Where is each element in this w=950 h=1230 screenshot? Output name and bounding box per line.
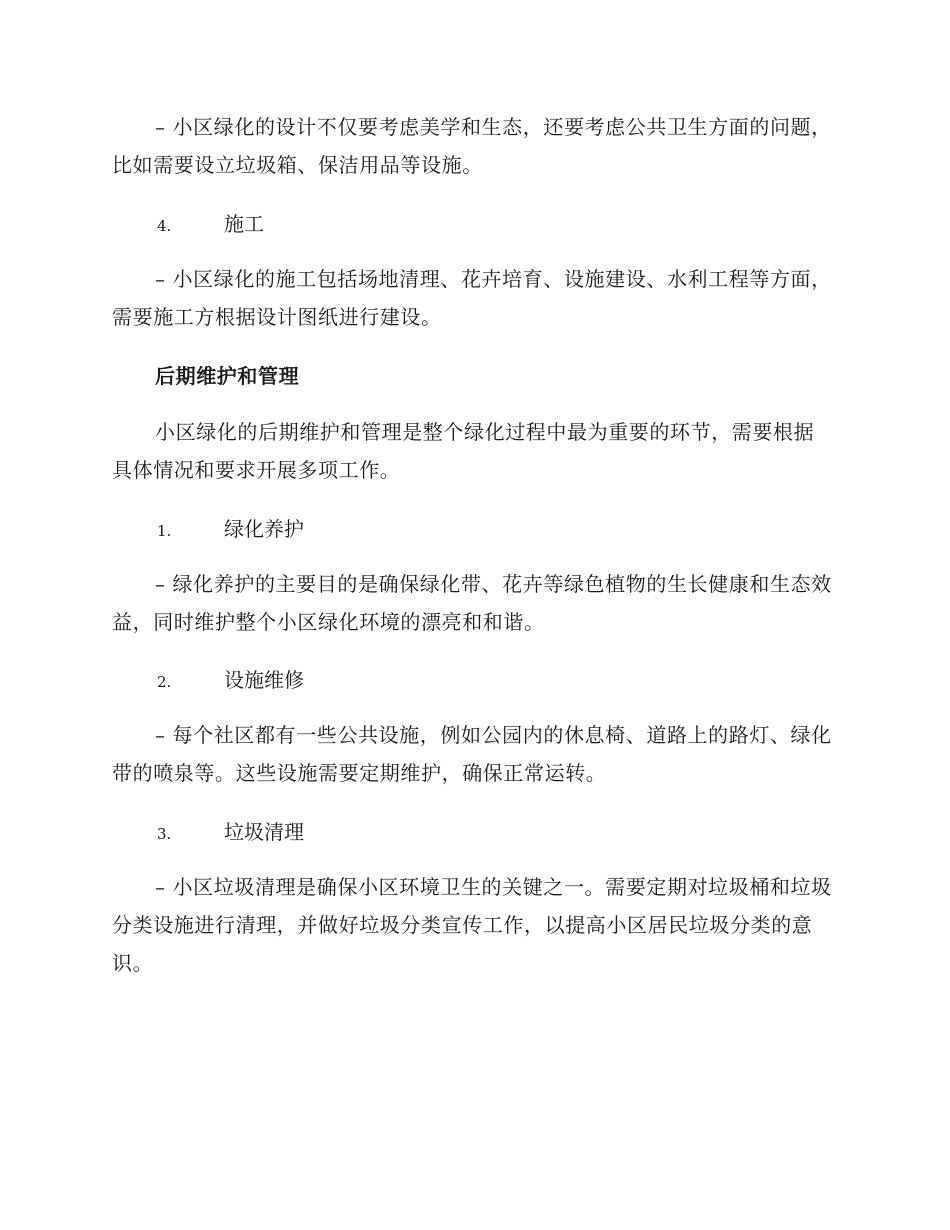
list-label: 绿化养护 [224, 517, 304, 541]
list-number: 4. [157, 217, 172, 235]
paragraph-greening: – 绿化养护的主要目的是确保绿化带、花卉等绿色植物的生长健康和生态效益，同时维护整个小区绿化环境的漂亮和和谐。 [112, 572, 832, 634]
list-number: 3. [157, 825, 172, 843]
list-number: 2. [157, 673, 172, 691]
paragraph-maintenance-intro: 小区绿化的后期维护和管理是整个绿化过程中最为重要的环节，需要根据具体情况和要求开展多项工作。 [112, 420, 815, 482]
list-number: 1. [157, 522, 172, 540]
section-heading: 后期维护和管理 [155, 364, 300, 388]
list-label: 施工 [224, 212, 264, 236]
list-item-greening [157, 510, 304, 550]
paragraph-design-hygiene: – 小区绿化的设计不仅要考虑美学和生态，还要考虑公共卫生方面的问题，比如需要设立垃圾箱、保洁用品等设施。 [112, 115, 832, 177]
list-item-garbage [157, 813, 304, 853]
paragraph-construction: – 小区绿化的施工包括场地清理、花卉培育、设施建设、水利工程等方面，需要施工方根据设计图纸进行建设。 [112, 267, 832, 329]
list-label: 垃圾清理 [224, 820, 304, 844]
list-label: 设施维修 [224, 668, 304, 692]
paragraph-facility: – 每个社区都有一些公共设施，例如公园内的休息椅、道路上的路灯、绿化带的喷泉等。这些设施需要定期维护，确保正常运转。 [112, 723, 832, 785]
paragraph-garbage: – 小区垃圾清理是确保小区环境卫生的关键之一。需要定期对垃圾桶和垃圾分类设施进行清理，并做好垃圾分类宣传工作，以提高小区居民垃圾分类的意识。 [112, 875, 832, 975]
list-item-facility [157, 661, 304, 701]
list-item-construction [157, 205, 264, 245]
